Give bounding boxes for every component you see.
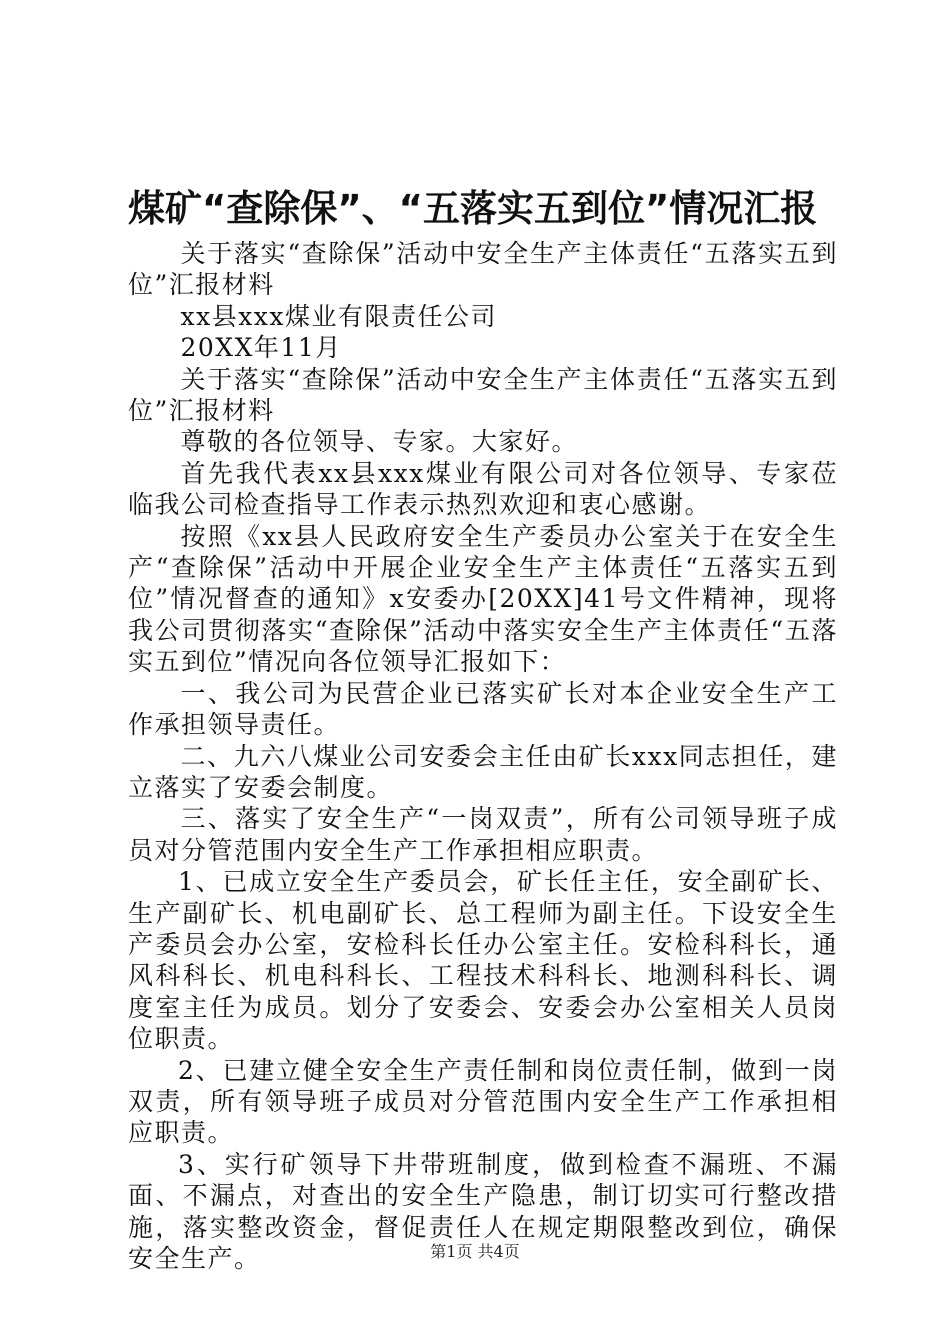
paragraph-item-3: 三、落实了安全生产“一岗双责”，所有公司领导班子成员对分管范围内安全生产工作承担相应职责。	[128, 804, 838, 865]
paragraph-greeting: 尊敬的各位领导、专家。大家好。	[180, 427, 579, 457]
paragraph-intro-heading: 关于落实“查除保”活动中安全生产主体责任“五落实五到位”汇报材料	[128, 239, 838, 300]
page-footer: 第1页 共4页	[430, 1242, 520, 1261]
paragraph-welcome: 首先我代表xx县xxx煤业有限公司对各位领导、专家莅临我公司检查指导工作表示热烈欢迎和衷心感谢。	[128, 458, 838, 520]
paragraph-sub-2: 2、已建立健全安全生产责任制和岗位责任制，做到一岗双责，所有领导班子成员对分管范围内安全生产工作承担相应职责。	[128, 1055, 838, 1148]
paragraph-item-2: 二、九六八煤业公司安委会主任由矿长xxx同志担任，建立落实了安委会制度。	[128, 741, 838, 802]
paragraph-notice: 按照《xx县人民政府安全生产委员办公室关于在安全生产“查除保”活动中开展企业安全生产主体责任“五落实五到位”情况督查的通知》x安委办[20XX]41号文件精神，现将我公司贯彻落实“查除保”活动中落实安全生产主体责任“五落实五到位”情况向各位领导汇报如下：	[128, 521, 838, 677]
paragraph-report-heading: 关于落实“查除保”活动中安全生产主体责任“五落实五到位”汇报材料	[128, 364, 838, 426]
document-body	[128, 238, 838, 1274]
paragraph-date: 20XX年11月	[180, 333, 342, 363]
paragraph-sub-3: 3、实行矿领导下井带班制度，做到检查不漏班、不漏面、不漏点，对查出的安全生产隐患，制订切实可行整改措施，落实整改资金，督促责任人在规定期限整改到位，确保安全生产。	[128, 1149, 838, 1273]
document-title: 煤矿“查除保”、“五落实五到位”情况汇报	[128, 187, 818, 230]
paragraph-item-1: 一、我公司为民营企业已落实矿长对本企业安全生产工作承担领导责任。	[128, 678, 838, 740]
paragraph-sub-1: 1、已成立安全生产委员会，矿长任主任，安全副矿长、生产副矿长、机电副矿长、总工程师为副主任。下设安全生产委员会办公室，安检科长任办公室主任。安检科科长，通风科科长、机电科科长、工程技术科科长、地测科科长、调度室主任为成员。划分了安委会、安委会办公室相关人员岗位职责。	[128, 867, 838, 1054]
paragraph-company: xx县xxx煤业有限责任公司	[180, 301, 497, 331]
